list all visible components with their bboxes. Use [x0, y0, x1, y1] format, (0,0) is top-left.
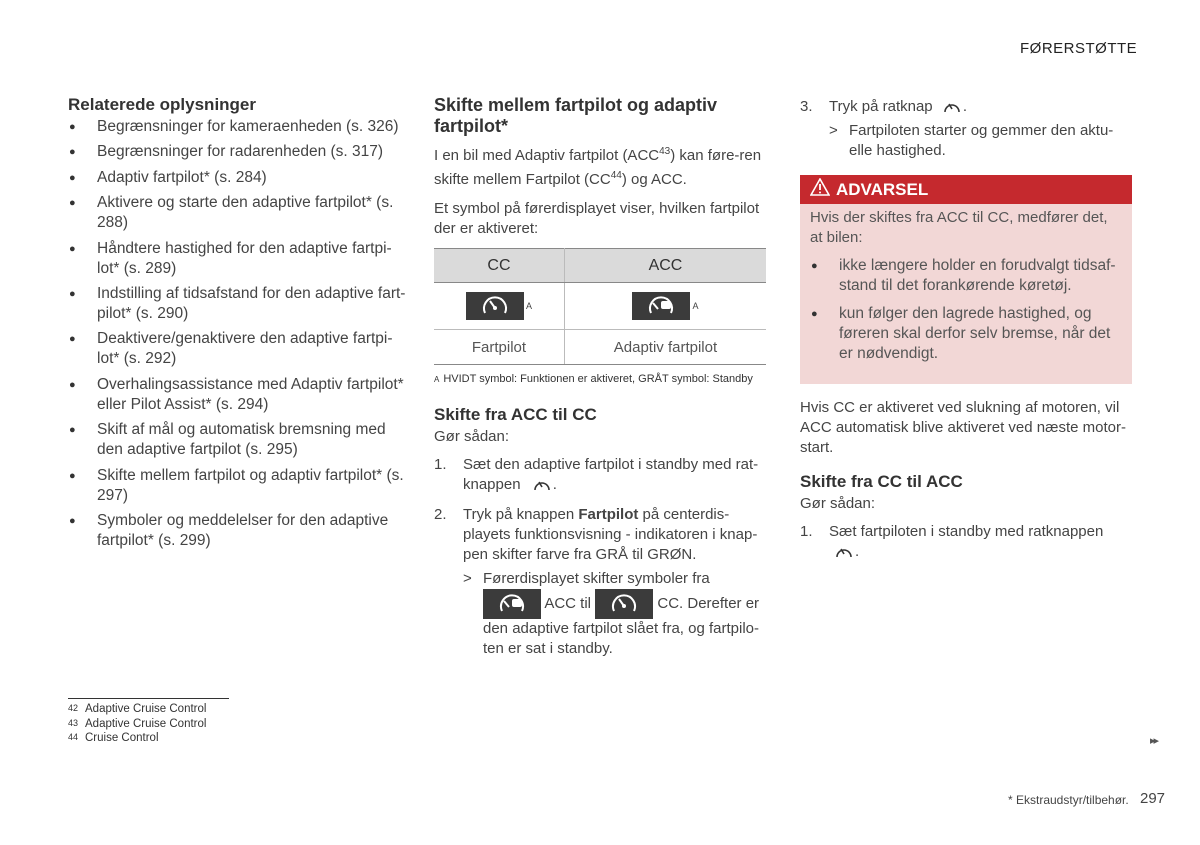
table-cell-cc-symbol [434, 283, 564, 330]
sub-heading-cc-to-acc: Skifte fra CC til ACC [800, 472, 963, 492]
list-item[interactable]: ● Begrænsninger for radarenheden (s. 317) [68, 142, 408, 162]
warning-intro: Hvis der skiftes fra ACC til CC, medfører det, at bilen: [810, 209, 1108, 247]
intro-text-a: I en bil med Adaptiv fartpilot (ACC [434, 147, 660, 164]
step-number: 1. [434, 456, 447, 473]
warning-body [800, 204, 1132, 364]
adaptive-cruise-control-icon [632, 292, 690, 320]
steering-wheel-button-icon [525, 475, 553, 495]
footnote-divider [68, 698, 229, 699]
list-item[interactable]: ● Skifte mellem fartpilot og adaptiv fartpilot* (s. 297) [68, 466, 408, 506]
warning-box [800, 175, 1132, 384]
step-item [434, 455, 766, 495]
section-title: Skifte mellem fartpilot og adaptiv fartpilot* [434, 95, 718, 136]
list-item[interactable]: ● Overhalingsassistance med Adaptiv fartpilot* eller Pilot Assist* (s. 294) [68, 375, 408, 415]
table-cell-cc-label: Fartpilot [434, 330, 564, 365]
table-header-cc: CC [434, 249, 564, 283]
step-number: 3. [800, 98, 813, 115]
list-item[interactable]: ● Håndtere hastighed for den adaptive fartpi-lot* (s. 289) [68, 239, 408, 279]
next-page-marker-icon[interactable]: ▸▸ [1150, 735, 1158, 747]
step-text-end: . [855, 543, 860, 561]
steps-list-continued [800, 97, 1132, 161]
list-item[interactable]: ● Symboler og meddelelser for den adaptive fartpilot* (s. 299) [68, 511, 408, 551]
how-text: Gør sådan: [434, 428, 510, 445]
step-item [434, 505, 766, 659]
footnote-number: 42 [68, 703, 79, 713]
step-text-end: . [552, 476, 557, 493]
result-arrow: > [829, 122, 838, 140]
steps-list [434, 455, 766, 659]
step-text: på centerdis-playets funktionsvisning - indikatoren i knap-pen skifter farve fra GRÅ til GRØN. [463, 506, 758, 564]
table-cell-acc-symbol [564, 283, 766, 330]
button-name: Fartpilot [578, 506, 639, 524]
footnote-marker: A [692, 301, 699, 311]
adaptive-cruise-control-icon [483, 589, 541, 619]
result-text: ACC til [544, 595, 592, 612]
table-note [434, 373, 766, 385]
page-number: 297 [1140, 790, 1166, 807]
step-result [829, 121, 1132, 161]
intro-text-c: ) og ACC. [621, 171, 687, 188]
intro-paragraph [434, 142, 766, 190]
step-text: Sæt den adaptive fartpilot i standby med rat-knappen [463, 456, 759, 493]
related-info-heading: Relaterede oplysninger [68, 95, 257, 114]
table-note-marker: A [434, 375, 440, 384]
list-item[interactable]: ● Aktivere og starte den adaptive fartpilot* (s. 288) [68, 193, 408, 233]
step-number: 2. [434, 506, 447, 524]
table-cell-acc-label: Adaptiv fartpilot [564, 330, 766, 365]
right-column [800, 97, 1132, 572]
warning-header [800, 175, 1132, 204]
footnote-number: 43 [68, 718, 79, 728]
related-info-column [68, 95, 408, 556]
steering-wheel-button-icon [937, 97, 963, 117]
sub-heading-acc-to-cc: Skifte fra ACC til CC [434, 405, 597, 424]
after-warning-paragraph: Hvis CC er aktiveret ved slukning af motoren, vil ACC automatisk blive aktiveret ved næste motor-start. [800, 399, 1126, 457]
result-arrow: > [463, 570, 472, 588]
footnote-item [68, 718, 206, 730]
step-text: Tryk på knappen [463, 506, 575, 524]
step-result [463, 569, 766, 659]
footnote-item [68, 732, 159, 744]
footnote-text: Adaptive Cruise Control [85, 703, 207, 715]
list-item[interactable]: ● Begrænsninger for kameraenheden (s. 326) [68, 117, 408, 137]
step-text-end: . [962, 98, 967, 115]
steering-wheel-button-icon [829, 542, 855, 562]
symbol-table [434, 248, 766, 365]
cruise-control-icon [466, 292, 524, 320]
step-text: Sæt fartpiloten i standby med ratknappen [829, 523, 1104, 541]
warning-triangle-icon [810, 176, 830, 205]
related-info-list [68, 117, 408, 551]
result-text: CC. Derefter er den adaptive fartpilot slået fra, og fartpilo-ten er sat i standby. [483, 595, 760, 658]
warning-title: ADVARSEL [836, 180, 929, 200]
footnote-ref-44[interactable]: 44 [610, 170, 622, 181]
list-item[interactable]: ● Skift af mål og automatisk bremsning med den adaptive fartpilot (s. 295) [68, 420, 408, 460]
footnote-marker: A [525, 301, 532, 311]
footnote-text: Adaptive Cruise Control [85, 718, 207, 730]
symbol-paragraph: Et symbol på førerdisplayet viser, hvilken fartpilot der er aktiveret: [434, 200, 760, 237]
table-note-text: HVIDT symbol: Funktionen er aktiveret, GRÅT symbol: Standby [443, 373, 753, 385]
warning-list [810, 256, 1122, 364]
result-text: Førerdisplayet skifter symboler fra [483, 570, 710, 588]
list-item: ● kun følger den lagrede hastighed, og føreren skal derfor selv bremse, når det er nødvendigt. [810, 304, 1122, 364]
step-item [800, 97, 1132, 161]
switch-section-column [434, 95, 766, 669]
steps-list [800, 522, 1132, 562]
footnote-number: 44 [68, 732, 79, 742]
how-text: Gør sådan: [800, 495, 876, 513]
intro-text-b: ) kan føre-ren skifte mellem Fartpilot (CC [434, 147, 762, 188]
step-text: Tryk på ratknap [829, 98, 933, 115]
list-item[interactable]: ● Adaptiv fartpilot* (s. 284) [68, 168, 408, 188]
footnote-item [68, 703, 206, 715]
footnote-ref-43[interactable]: 43 [659, 146, 671, 157]
list-item[interactable]: ● Indstilling af tidsafstand for den adaptive fart-pilot* (s. 290) [68, 284, 408, 324]
list-item[interactable]: ● Deaktivere/genaktivere den adaptive fartpi-lot* (s. 292) [68, 329, 408, 369]
result-text: Fartpiloten starter og gemmer den aktu-elle hastighed. [849, 122, 1114, 160]
list-item: ● ikke længere holder en forudvalgt tidsaf-stand til det forankørende køretøj. [810, 256, 1122, 296]
table-header-acc: ACC [564, 249, 766, 283]
footnote-text: Cruise Control [85, 732, 159, 744]
section-header: FØRERSTØTTE [1020, 40, 1138, 57]
extra-equipment-note: * Ekstraudstyr/tilbehør. [1008, 793, 1129, 807]
cruise-control-icon [595, 589, 653, 619]
step-number: 1. [800, 523, 813, 541]
step-item [800, 522, 1132, 562]
